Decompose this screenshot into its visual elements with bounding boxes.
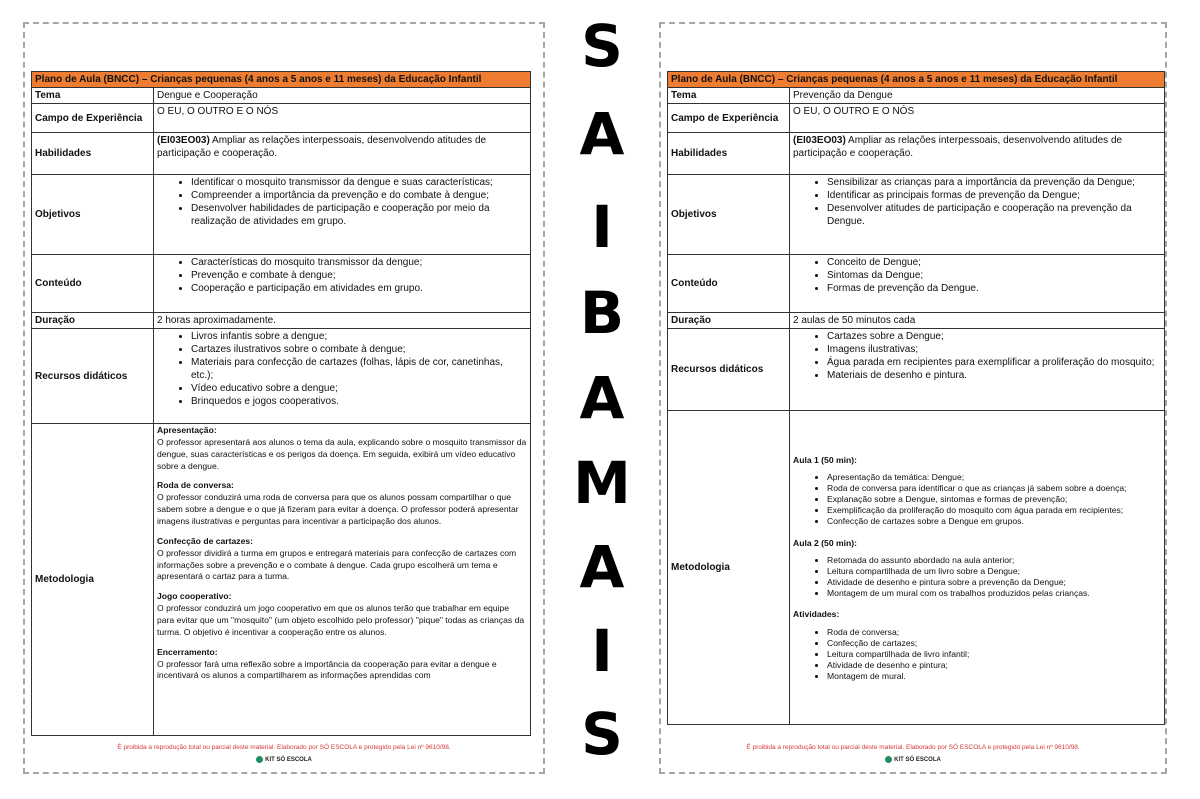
metodologia-section-text: O professor fará uma reflexão sobre a importância da cooperação para evitar a dengue e incentivará os alunos a compartilharem as informações aprendidas com [157, 658, 497, 681]
label-campo: Campo de Experiência [668, 104, 790, 133]
plan-header: Plano de Aula (BNCC) – Crianças pequenas (4 anos a 5 anos e 11 meses) da Educação Infantil [32, 72, 531, 88]
list-item: • Exemplificação da proliferação do mosquito com água parada em recipientes; [827, 505, 1161, 516]
list-item: • Cartazes ilustrativos sobre o combate à dengue; [191, 343, 527, 356]
title-letter: I [591, 617, 613, 685]
list-item: • Vídeo educativo sobre a dengue; [191, 382, 527, 395]
list-item: • Brinquedos e jogos cooperativos. [191, 395, 527, 408]
list-item: • Montagem de mural. [827, 671, 1161, 682]
lesson-plan-table [31, 71, 531, 736]
list-item: • Compreender a importância da prevenção e do combate à dengue; [191, 189, 527, 202]
metodologia-section-title: Apresentação: [157, 425, 217, 435]
title-letter: A [579, 533, 625, 601]
lesson-plan-page-left [23, 22, 545, 774]
metodologia-section-title: Encerramento: [157, 646, 218, 657]
label-conteudo: Conteúdo [668, 255, 790, 313]
copyright-notice: É proibida a reprodução total ou parcial deste material. Elaborado por SÓ ESCOLA e protegido pela Lei nº 9610/98. [746, 744, 1080, 751]
list-item: • Conceito de Dengue; [827, 256, 1161, 269]
title-letter: A [579, 100, 625, 168]
label-objetivos: Objetivos [32, 175, 154, 255]
lesson-plan-page-right [659, 22, 1167, 774]
title-letter: M [573, 449, 631, 517]
label-habilidades: Habilidades [32, 133, 154, 175]
list-item: • Água parada em recipientes para exemplificar a proliferação do mosquito; [827, 356, 1161, 369]
metodologia-section-title: Atividades: [793, 609, 840, 620]
value-duracao: 2 horas aproximadamente. [154, 313, 531, 329]
value-campo: O EU, O OUTRO E O NÓS [154, 104, 531, 133]
label-recursos: Recursos didáticos [668, 329, 790, 411]
list-item: • Atividade de desenho e pintura; [827, 660, 1161, 671]
list-item: • Imagens ilustrativas; [827, 343, 1161, 356]
value-conteudo [154, 255, 531, 313]
label-conteudo: Conteúdo [32, 255, 154, 313]
metodologia-section-title: Jogo cooperativo: [157, 591, 232, 602]
list-item: • Desenvolver atitudes de participação e cooperação na prevenção da Dengue. [827, 202, 1161, 228]
brand-logo [661, 756, 1165, 763]
label-habilidades: Habilidades [668, 133, 790, 175]
brand-logo [25, 756, 543, 763]
metodologia-section-text: O professor conduzirá uma roda de conversa para que os alunos possam compartilhar o que sabem sobre a dengue e o que já fizeram para evitar a doença. O professor poderá apresentar imagens ilustrativas e perguntas para incentivar a participação dos alunos. [157, 492, 519, 527]
label-recursos: Recursos didáticos [32, 329, 154, 424]
metodologia-section-title: Roda de conversa: [157, 480, 234, 491]
habilidades-code: (EI03EO03) [793, 135, 846, 146]
list-item: • Prevenção e combate à dengue; [191, 269, 527, 282]
list-item: • Características do mosquito transmissor da dengue; [191, 256, 527, 269]
title-letter: S [581, 12, 623, 80]
list-item: • Materiais de desenho e pintura. [827, 369, 1161, 382]
label-duracao: Duração [668, 313, 790, 329]
list-item: • Cooperação e participação em atividades em grupo. [191, 282, 527, 295]
value-metodologia [790, 411, 1165, 725]
logo-text: KIT SÓ ESCOLA [894, 757, 941, 764]
list-item: • Identificar o mosquito transmissor da dengue e suas características; [191, 176, 527, 189]
value-habilidades [154, 133, 531, 175]
label-tema: Tema [32, 88, 154, 104]
plan-header: Plano de Aula (BNCC) – Crianças pequenas (4 anos a 5 anos e 11 meses) da Educação Infantil [668, 72, 1165, 88]
value-tema: Prevenção da Dengue [790, 88, 1165, 104]
logo-icon [885, 756, 892, 763]
value-recursos [790, 329, 1165, 411]
title-letter: S [581, 700, 623, 768]
list-item: • Desenvolver habilidades de participação e cooperação por meio da realização de atividades em grupo. [191, 202, 527, 228]
metodologia-section-text: O professor conduzirá um jogo cooperativo em que os alunos terão que trabalhar em equipe para evitar que um "mosquito" (um objeto escolhido pelo professor) "pique" todas as crianças da turma. O objetivo é incentivar a cooperação entre os alunos. [157, 603, 525, 637]
value-tema: Dengue e Cooperação [154, 88, 531, 104]
list-item: • Cartazes sobre a Dengue; [827, 330, 1161, 343]
list-item: • Leitura compartilhada de um livro sobre a Dengue; [827, 566, 1161, 577]
metodologia-section-title: Aula 2 (50 min): [793, 537, 857, 548]
list-item: • Materiais para confecção de cartazes (folhas, lápis de cor, canetinhas, etc.); [191, 356, 527, 382]
vertical-title [548, 0, 656, 799]
list-item: • Confecção de cartazes sobre a Dengue em grupos. [827, 516, 1161, 527]
lesson-plan-table [667, 71, 1165, 725]
logo-text: KIT SÓ ESCOLA [265, 757, 312, 764]
habilidades-text: Ampliar as relações interpessoais, desenvolvendo atitudes de participação e cooperação. [793, 135, 1123, 159]
label-metodologia: Metodologia [32, 424, 154, 736]
value-objetivos [154, 175, 531, 255]
list-item: • Leitura compartilhada de livro infantil; [827, 649, 1161, 660]
list-item: • Sensibilizar as crianças para a importância da prevenção da Dengue; [827, 176, 1161, 189]
list-item: • Montagem de um mural com os trabalhos produzidos pelas crianças. [827, 588, 1161, 599]
metodologia-section-text: O professor dividirá a turma em grupos e entregará materiais para confecção de cartazes com informações sobre a prevenção e o combate à dengue. Cada grupo escolherá um tema e apresentará o cartaz para a turma. [157, 547, 517, 582]
list-item: • Livros infantis sobre a dengue; [191, 330, 527, 343]
list-item: • Apresentação da temática: Dengue; [827, 472, 1161, 483]
label-metodologia: Metodologia [668, 411, 790, 725]
label-campo: Campo de Experiência [32, 104, 154, 133]
value-conteudo [790, 255, 1165, 313]
value-recursos [154, 329, 531, 424]
value-habilidades [790, 133, 1165, 175]
list-item: • Sintomas da Dengue; [827, 269, 1161, 282]
habilidades-text: Ampliar as relações interpessoais, desenvolvendo atitudes de participação e cooperação. [157, 135, 487, 159]
label-duracao: Duração [32, 313, 154, 329]
value-duracao: 2 aulas de 50 minutos cada [790, 313, 1165, 329]
list-item: • Atividade de desenho e pintura sobre a prevenção da Dengue; [827, 577, 1161, 588]
list-item: • Formas de prevenção da Dengue. [827, 282, 1161, 295]
metodologia-section-title: Aula 1 (50 min): [793, 454, 857, 465]
list-item: • Identificar as principais formas de prevenção da Dengue; [827, 189, 1161, 202]
list-item: • Explanação sobre a Dengue, sintomas e formas de prevenção; [827, 494, 1161, 505]
label-objetivos: Objetivos [668, 175, 790, 255]
value-campo: O EU, O OUTRO E O NÓS [790, 104, 1165, 133]
title-letter: I [591, 193, 613, 261]
metodologia-section-title: Confecção de cartazes: [157, 535, 253, 546]
label-tema: Tema [668, 88, 790, 104]
copyright-notice: É proibida a reprodução total ou parcial deste material. Elaborado por SÓ ESCOLA e protegido pela Lei nº 9610/98. [117, 744, 451, 751]
list-item: • Roda de conversa; [827, 627, 1161, 638]
list-item: • Roda de conversa para identificar o que as crianças já sabem sobre a doença; [827, 483, 1161, 494]
logo-icon [256, 756, 263, 763]
list-item: • Confecção de cartazes; [827, 638, 1161, 649]
title-letter: B [579, 279, 625, 347]
habilidades-code: (EI03EO03) [157, 135, 210, 146]
title-letter: A [579, 364, 625, 432]
value-metodologia [154, 424, 531, 736]
list-item: • Retomada do assunto abordado na aula anterior; [827, 555, 1161, 566]
metodologia-section-text: O professor apresentará aos alunos o tema da aula, explicando sobre o mosquito transmissor da dengue, suas características e os perigos da doença. Em seguida, exibirá um vídeo educativo sobre a dengue. [157, 436, 527, 471]
value-objetivos [790, 175, 1165, 255]
